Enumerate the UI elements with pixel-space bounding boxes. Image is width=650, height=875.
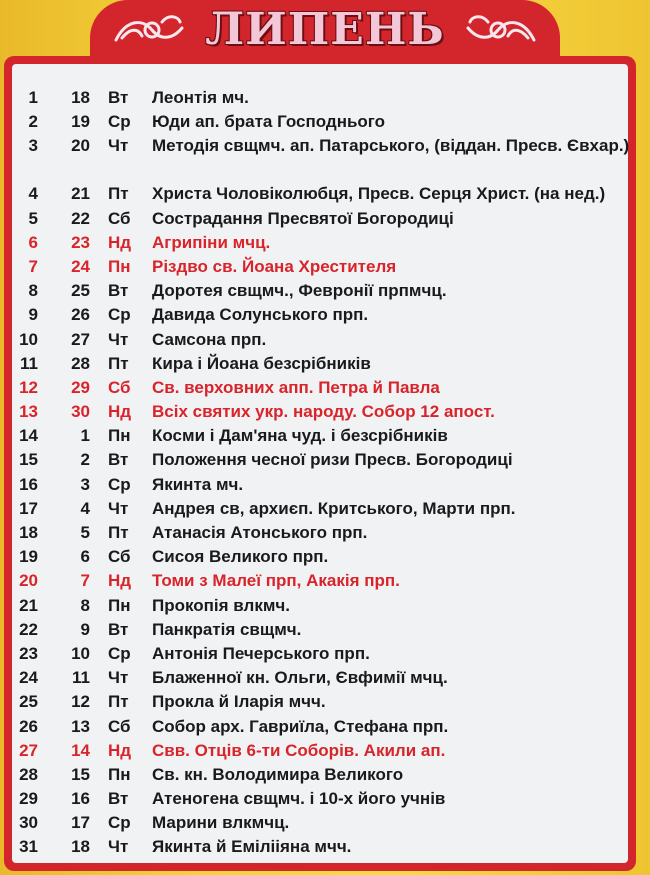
weekday: Вт — [108, 281, 129, 301]
day-number: 14 — [19, 426, 38, 446]
day-number: 7 — [28, 256, 38, 276]
calendar-row — [12, 473, 628, 497]
day-number: 8 — [28, 281, 38, 301]
calendar-row — [12, 521, 628, 545]
calendar-row — [12, 787, 628, 811]
month-header — [90, 0, 560, 62]
old-style-day: 5 — [80, 523, 90, 542]
saint-name: Якинта й Емілііяна мчч. — [152, 837, 352, 857]
old-style-day: 29 — [71, 377, 90, 397]
day-number: 30 — [19, 813, 38, 833]
old-style-day: 16 — [71, 789, 90, 809]
calendar-row — [12, 207, 628, 231]
weekday: Пт — [108, 184, 129, 204]
old-style-day: 10 — [71, 643, 90, 663]
calendar-row — [12, 182, 628, 206]
day-number: 29 — [19, 789, 38, 809]
saint-name: Давида Солунського прп. — [152, 305, 369, 325]
old-style-day: 27 — [71, 329, 90, 349]
calendar-row — [12, 110, 628, 134]
floral-ornament-icon — [464, 10, 538, 50]
old-style-day: 23 — [71, 232, 90, 252]
saint-name: Самсона прп. — [152, 329, 267, 349]
calendar-frame — [4, 56, 636, 871]
weekday: Чт — [108, 498, 129, 518]
calendar-row — [12, 763, 628, 787]
calendar-row — [12, 739, 628, 763]
weekday: Чт — [108, 668, 129, 688]
weekday: Пт — [108, 523, 129, 542]
old-style-day: 22 — [71, 208, 90, 228]
day-number: 11 — [20, 353, 38, 373]
saint-name: Різдво св. Йоана Хрестителя — [152, 256, 397, 276]
day-number: 6 — [28, 232, 38, 252]
weekday: Ср — [108, 305, 131, 325]
old-style-day: 6 — [80, 547, 90, 567]
weekday: Вт — [108, 88, 129, 107]
saint-name: Всіх святих укр. народу. Собор 12 апост. — [152, 402, 495, 422]
saint-name: Панкратія свщмч. — [152, 619, 302, 639]
old-style-day: 17 — [71, 813, 90, 833]
saint-name: Косми і Дам'яна чуд. і безсрібників — [152, 426, 448, 446]
old-style-day: 30 — [71, 402, 90, 422]
saint-name: Прокла й Іларія мчч. — [152, 692, 326, 712]
weekday: Ср — [108, 474, 131, 494]
old-style-day: 20 — [71, 136, 90, 156]
old-style-day: 2 — [80, 450, 90, 470]
saint-name: Томи з Малеї прп, Акакія прп. — [152, 571, 400, 591]
day-number: 12 — [19, 377, 38, 397]
calendar-row — [12, 134, 628, 182]
saint-name: Методія свщмч. ап. Патарського, (віддан. Пресв. Євхар.) — [152, 136, 630, 156]
calendar-row — [12, 497, 628, 521]
old-style-day: 3 — [80, 474, 90, 494]
weekday: Пн — [108, 426, 131, 446]
old-style-day: 4 — [80, 498, 90, 518]
old-style-day: 25 — [71, 281, 90, 301]
calendar-row — [12, 424, 628, 448]
day-number: 28 — [19, 764, 38, 784]
weekday: Сб — [108, 377, 131, 397]
day-number: 19 — [19, 547, 38, 567]
day-number: 17 — [19, 498, 38, 518]
weekday: Нд — [108, 740, 132, 760]
calendar-row — [12, 618, 628, 642]
weekday: Нд — [108, 402, 132, 422]
calendar-row — [12, 352, 628, 376]
old-style-day: 8 — [80, 595, 90, 615]
weekday: Пн — [108, 256, 131, 276]
saint-name: Антонія Печерського прп. — [152, 643, 370, 663]
saint-name: Сисоя Великого прп. — [152, 547, 329, 567]
weekday: Пн — [108, 595, 131, 615]
saint-name: Андрея св, архиєп. Критського, Марти прп. — [152, 498, 516, 518]
saint-name: Якинта мч. — [152, 474, 244, 494]
saint-name: Кира і Йоана безсрібників — [152, 353, 371, 373]
calendar-row — [12, 642, 628, 666]
day-number: 27 — [19, 740, 38, 760]
weekday: Вт — [108, 619, 129, 639]
calendar-row — [12, 376, 628, 400]
old-style-day: 19 — [71, 112, 90, 132]
day-number: 26 — [19, 716, 38, 736]
calendar-row — [12, 811, 628, 835]
old-style-day: 24 — [71, 256, 90, 276]
calendar-row — [12, 328, 628, 352]
saint-name: Доротея свщмч., Февронії прпмчц. — [152, 281, 447, 301]
old-style-day: 1 — [80, 426, 90, 446]
weekday: Пт — [108, 353, 129, 373]
weekday: Нд — [108, 571, 132, 591]
day-number: 1 — [28, 88, 38, 107]
old-style-day: 28 — [71, 353, 90, 373]
weekday: Чт — [108, 136, 129, 156]
calendar-row — [12, 545, 628, 569]
calendar-row — [12, 255, 628, 279]
day-number: 21 — [19, 595, 38, 615]
saint-name: Агрипіни мчц. — [152, 232, 271, 252]
saint-name: Христа Чоловіколюбця, Пресв. Серця Христ. (на нед.) — [152, 184, 606, 204]
weekday: Сб — [108, 208, 131, 228]
calendar-row — [12, 835, 628, 859]
weekday: Сб — [108, 547, 131, 567]
old-style-day: 18 — [71, 837, 90, 857]
calendar-panel — [12, 64, 628, 863]
day-number: 2 — [28, 112, 38, 132]
calendar-row — [12, 690, 628, 714]
day-number: 4 — [28, 184, 38, 204]
saint-name: Собор арх. Гавриїла, Стефана прп. — [152, 716, 449, 736]
saint-name: Св. кн. Володимира Великого — [152, 764, 404, 784]
day-number: 15 — [19, 450, 38, 470]
old-style-day: 11 — [72, 668, 90, 688]
calendar-row — [12, 594, 628, 618]
day-number: 24 — [19, 668, 38, 688]
weekday: Пт — [108, 692, 129, 712]
calendar-row — [12, 231, 628, 255]
day-number: 9 — [28, 305, 38, 325]
calendar-list — [12, 86, 628, 860]
calendar-row — [12, 715, 628, 739]
saint-name: Прокопія влкмч. — [152, 595, 290, 615]
weekday: Чт — [108, 329, 129, 349]
day-number: 10 — [19, 329, 38, 349]
old-style-day: 18 — [71, 88, 90, 107]
old-style-day: 7 — [80, 571, 90, 591]
saint-name: Атеногена свщмч. і 10-х його учнів — [152, 789, 446, 809]
day-number: 22 — [19, 619, 38, 639]
day-number: 13 — [19, 402, 38, 422]
saint-name: Сострадання Пресвятої Богородиці — [152, 208, 454, 228]
old-style-day: 12 — [71, 692, 90, 712]
day-number: 16 — [19, 474, 38, 494]
day-number: 5 — [28, 208, 38, 228]
weekday: Нд — [108, 232, 132, 252]
saint-name: Атанасія Атонського прп. — [152, 523, 368, 542]
old-style-day: 26 — [71, 305, 90, 325]
weekday: Вт — [108, 450, 129, 470]
day-number: 23 — [19, 643, 38, 663]
weekday: Ср — [108, 813, 131, 833]
saint-name: Леонтія мч. — [152, 88, 249, 107]
day-number: 3 — [28, 136, 38, 156]
old-style-day: 13 — [71, 716, 90, 736]
calendar-row — [12, 303, 628, 327]
weekday: Чт — [108, 837, 129, 857]
weekday: Сб — [108, 716, 131, 736]
day-number: 18 — [19, 523, 38, 542]
old-style-day: 14 — [71, 740, 90, 760]
saint-name: Св. верховних апп. Петра й Павла — [152, 377, 440, 397]
saint-name: Юди ап. брата Господнього — [152, 112, 386, 132]
weekday: Ср — [108, 643, 131, 663]
weekday: Вт — [108, 789, 129, 809]
calendar-row — [12, 279, 628, 303]
month-title: ЛИПЕНЬ — [205, 4, 445, 55]
calendar-row — [12, 400, 628, 424]
saint-name: Положення чесної ризи Пресв. Богородиці — [152, 450, 513, 470]
weekday: Пн — [108, 764, 131, 784]
old-style-day: 15 — [71, 764, 90, 784]
weekday: Ср — [108, 112, 131, 132]
old-style-day: 21 — [71, 184, 90, 204]
day-number: 25 — [19, 692, 38, 712]
saint-name: Свв. Отців 6-ти Соборів. Акили ап. — [152, 740, 446, 760]
calendar-row — [12, 86, 628, 110]
saint-name: Марини влкмчц. — [152, 813, 290, 833]
day-number: 31 — [19, 837, 38, 857]
day-number: 20 — [19, 571, 38, 591]
calendar-row — [12, 666, 628, 690]
old-style-day: 9 — [80, 619, 90, 639]
saint-name: Блаженної кн. Ольги, Євфимії мчц. — [152, 668, 448, 688]
calendar-row — [12, 569, 628, 593]
calendar-row — [12, 448, 628, 472]
